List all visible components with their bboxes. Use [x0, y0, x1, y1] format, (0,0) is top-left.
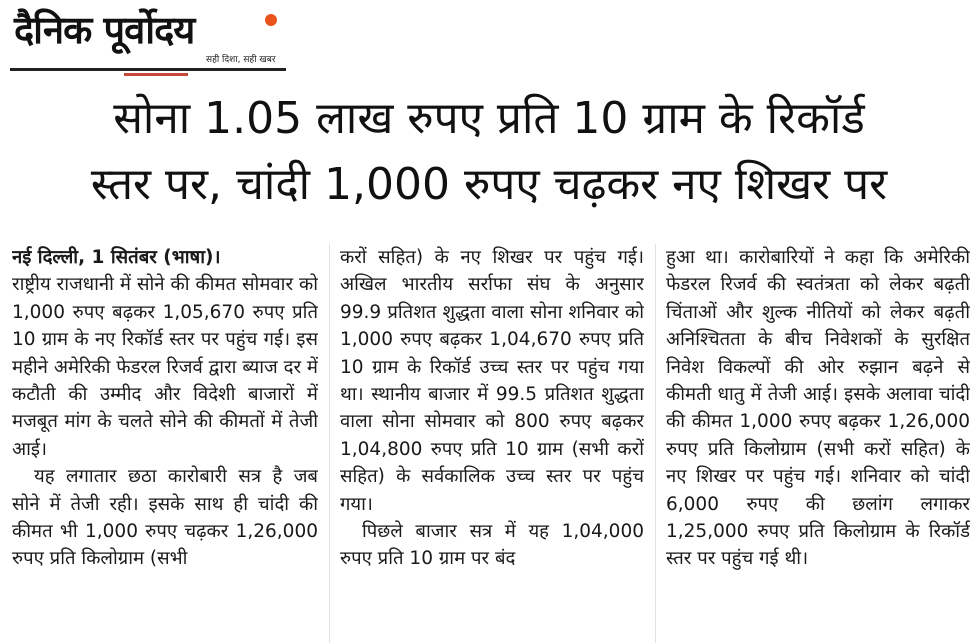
headline: [0, 86, 978, 218]
article-column-2: [340, 244, 644, 643]
article-column-3: [666, 244, 970, 643]
article-paragraph: हुआ था। कारोबारियों ने कहा कि अमेरिकी फेडरल रिजर्व की स्वतंत्रता को लेकर बढ़ती चिंताओं और शुल्क नीतियों को लेकर बढ़ती अनिश्चितता के बीच निवेशकों के सुरक्षित निवेश विकल्पों की ओर रुझान बढ़ने से कीमती धातु में तेजी आई। इसके अलावा चांदी की कीमत 1,000 रुपए बढ़कर 1,26,000 रुपए प्रति किलोग्राम (सभी करों सहित) के नए शिखर पर पहुंच गई। शनिवार को चांदी 6,000 रुपए की छलांग लगाकर 1,25,000 रुपए प्रति किलोग्राम के रिकॉर्ड स्तर पर पहुंच गई थी।: [666, 247, 970, 570]
masthead-underline-accent: [124, 73, 188, 76]
masthead-rule: [10, 68, 286, 71]
article-column-1: [12, 244, 318, 643]
masthead-logo[interactable]: दैनिक पूर्वोदय: [14, 8, 195, 52]
headline-line-2: स्तर पर, चांदी 1,000 रुपए चढ़कर नए शिखर पर: [90, 159, 888, 210]
masthead-tagline: सही दिशा, सही खबर: [206, 55, 276, 65]
masthead: [10, 4, 288, 74]
dateline: नई दिल्ली, 1 सितंबर (भाषा)।: [12, 247, 221, 268]
article-paragraph: राष्ट्रीय राजधानी में सोने की कीमत सोमवार को 1,000 रुपए बढ़कर 1,05,670 रुपए प्रति 10 ग्राम के नए रिकॉर्ड स्तर पर पहुंच गई। इस महीने अमेरिकी फेडरल रिजर्व द्वारा ब्याज दर में कटौती की उम्मीद और विदेशी बाजारों में मजबूत मांग के चलते सोने की कीमतों में तेजी आई।: [12, 274, 318, 460]
logo-dot-icon: [265, 14, 277, 26]
column-divider: [329, 244, 330, 643]
headline-line-1: सोना 1.05 लाख रुपए प्रति 10 ग्राम के रिकॉर्ड: [113, 93, 865, 144]
article-paragraph: पिछले बाजार सत्र में यह 1,04,000 रुपए प्रति 10 ग्राम पर बंद: [340, 521, 644, 570]
article-paragraph: यह लगातार छठा कारोबारी सत्र है जब सोने में तेजी रही। इसके साथ ही चांदी की कीमत भी 1,000 रुपए चढ़कर 1,26,000 रुपए प्रति किलोग्राम (सभी: [12, 466, 318, 570]
column-divider: [655, 244, 656, 643]
article-paragraph: करों सहित) के नए शिखर पर पहुंच गई। अखिल भारतीय सर्राफा संघ के अनुसार 99.9 प्रतिशत शुद्धता वाला सोना शनिवार को 1,000 रुपए बढ़कर 1,04,670 रुपए प्रति 10 ग्राम के रिकॉर्ड उच्च स्तर पर पहुंच गया था। स्थानीय बाजार में 99.5 प्रतिशत शुद्धता वाला सोना सोमवार को 800 रुपए बढ़कर 1,04,800 रुपए प्रति 10 ग्राम (सभी करों सहित) के सर्वकालिक उच्च स्तर पर पहुंच गया।: [340, 247, 644, 515]
